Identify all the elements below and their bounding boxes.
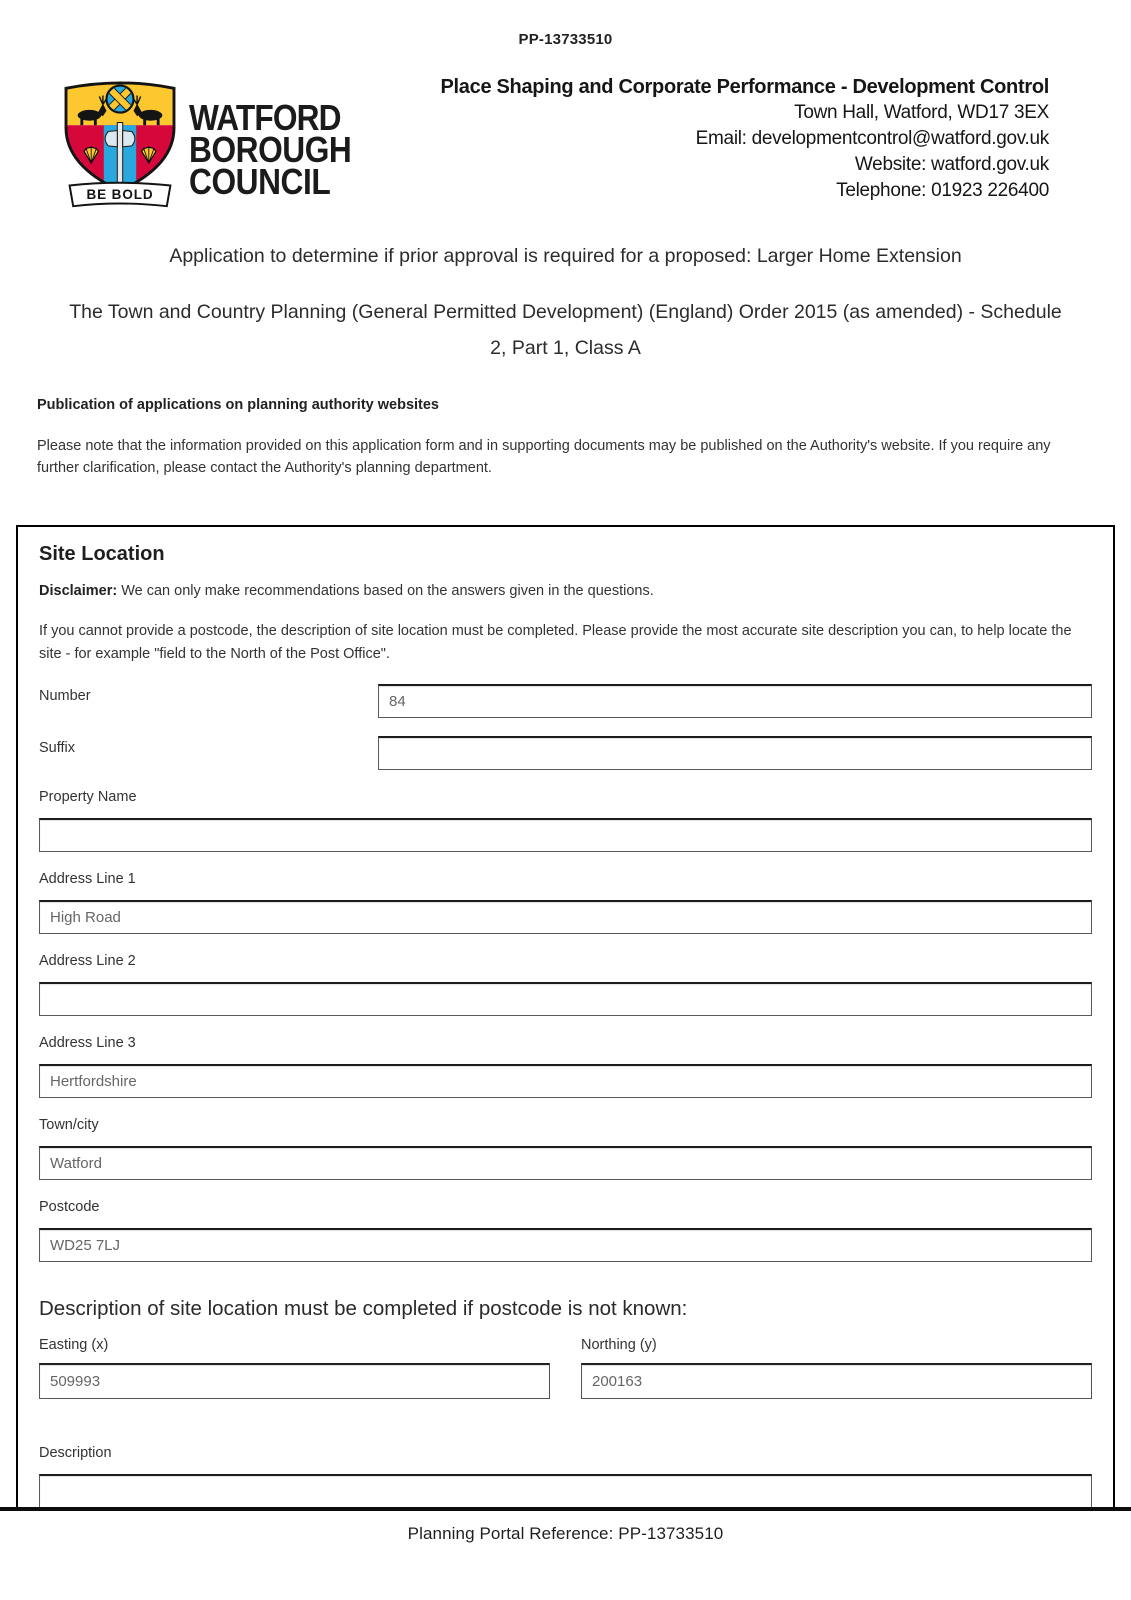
property-name-label: Property Name bbox=[39, 789, 137, 805]
town-city-input[interactable] bbox=[39, 1146, 1092, 1180]
wordmark-line-3: COUNCIL bbox=[189, 160, 331, 202]
field-row-address-line-2 bbox=[39, 953, 1092, 1016]
field-row-number bbox=[39, 684, 1092, 718]
northing-input[interactable] bbox=[581, 1363, 1092, 1399]
motto-text: BE BOLD bbox=[86, 187, 154, 202]
address-line-2-label: Address Line 2 bbox=[39, 953, 136, 969]
field-row-address-line-3 bbox=[39, 1035, 1092, 1098]
address-line-3-input[interactable] bbox=[39, 1064, 1092, 1098]
number-label: Number bbox=[39, 688, 91, 704]
postcode-label: Postcode bbox=[39, 1199, 100, 1215]
council-crest-icon bbox=[57, 72, 183, 209]
coordinates-row bbox=[39, 1337, 1092, 1399]
address-line-3-label: Address Line 3 bbox=[39, 1035, 136, 1051]
council-website: Website: watford.gov.uk bbox=[854, 154, 1049, 175]
address-line-1-label: Address Line 1 bbox=[39, 871, 136, 887]
field-col-northing bbox=[581, 1337, 1092, 1399]
application-title: Application to determine if prior approval is required for a proposed: Larger Home Extension bbox=[169, 245, 962, 267]
field-row-town-city bbox=[39, 1117, 1092, 1180]
planning-portal-reference-footer: Planning Portal Reference: PP-13733510 bbox=[407, 1524, 724, 1543]
field-row-postcode bbox=[39, 1199, 1092, 1262]
page-break-divider bbox=[0, 1507, 1131, 1511]
field-row-address-line-1 bbox=[39, 871, 1092, 934]
field-row-property-name bbox=[39, 789, 1092, 852]
number-input[interactable] bbox=[378, 684, 1092, 718]
publication-notice-body: Please note that the information provided on this application form and in supporting documents may be published on the Authority's website. If you require any further clarification, please contact the Authority's planning department. bbox=[37, 438, 1051, 476]
suffix-label: Suffix bbox=[39, 740, 76, 756]
council-header bbox=[57, 72, 1049, 209]
portal-reference-top: PP-13733510 bbox=[518, 31, 613, 48]
section-heading: Site Location bbox=[39, 543, 165, 565]
site-location-section bbox=[16, 525, 1115, 1507]
council-wordmark bbox=[189, 84, 352, 202]
council-contact-block bbox=[441, 72, 1050, 204]
council-address: Town Hall, Watford, WD17 3EX bbox=[794, 102, 1049, 123]
field-row-description bbox=[39, 1445, 1092, 1507]
property-name-input[interactable] bbox=[39, 818, 1092, 852]
description-input[interactable] bbox=[39, 1474, 1092, 1507]
postcode-input[interactable] bbox=[39, 1228, 1092, 1262]
wordmark-line-1: WATFORD bbox=[189, 96, 341, 138]
suffix-input[interactable] bbox=[378, 736, 1092, 770]
description-label: Description bbox=[39, 1445, 112, 1461]
address-line-2-input[interactable] bbox=[39, 982, 1092, 1016]
easting-input[interactable] bbox=[39, 1363, 550, 1399]
field-row-suffix bbox=[39, 736, 1092, 770]
description-requirement-heading: Description of site location must be completed if postcode is not known: bbox=[39, 1297, 688, 1320]
council-telephone: Telephone: 01923 226400 bbox=[836, 180, 1049, 201]
easting-label: Easting (x) bbox=[39, 1337, 109, 1353]
disclaimer-label: Disclaimer: bbox=[39, 583, 118, 599]
field-col-easting bbox=[39, 1337, 550, 1399]
wordmark-line-2: BOROUGH bbox=[189, 128, 352, 170]
address-line-1-input[interactable] bbox=[39, 900, 1092, 934]
department-name: Place Shaping and Corporate Performance - Development Control bbox=[440, 76, 1049, 98]
council-logo bbox=[57, 72, 374, 209]
publication-notice-heading: Publication of applications on planning authority websites bbox=[37, 397, 439, 413]
town-city-label: Town/city bbox=[39, 1117, 99, 1133]
legislation-subtitle: The Town and Country Planning (General Permitted Development) (England) Order 2015 (as amended) - Schedule 2, Part 1, Class A bbox=[69, 301, 1062, 359]
disclaimer-text: Disclaimer: We can only make recommendations based on the answers given in the questions. bbox=[39, 583, 654, 599]
council-email: Email: developmentcontrol@watford.gov.uk bbox=[695, 128, 1049, 149]
northing-label: Northing (y) bbox=[581, 1337, 657, 1353]
postcode-instructions: If you cannot provide a postcode, the description of site location must be completed. Please provide the most accurate site description you can, to help locate the site - for example "field to the North of the Post Office". bbox=[39, 623, 1072, 662]
